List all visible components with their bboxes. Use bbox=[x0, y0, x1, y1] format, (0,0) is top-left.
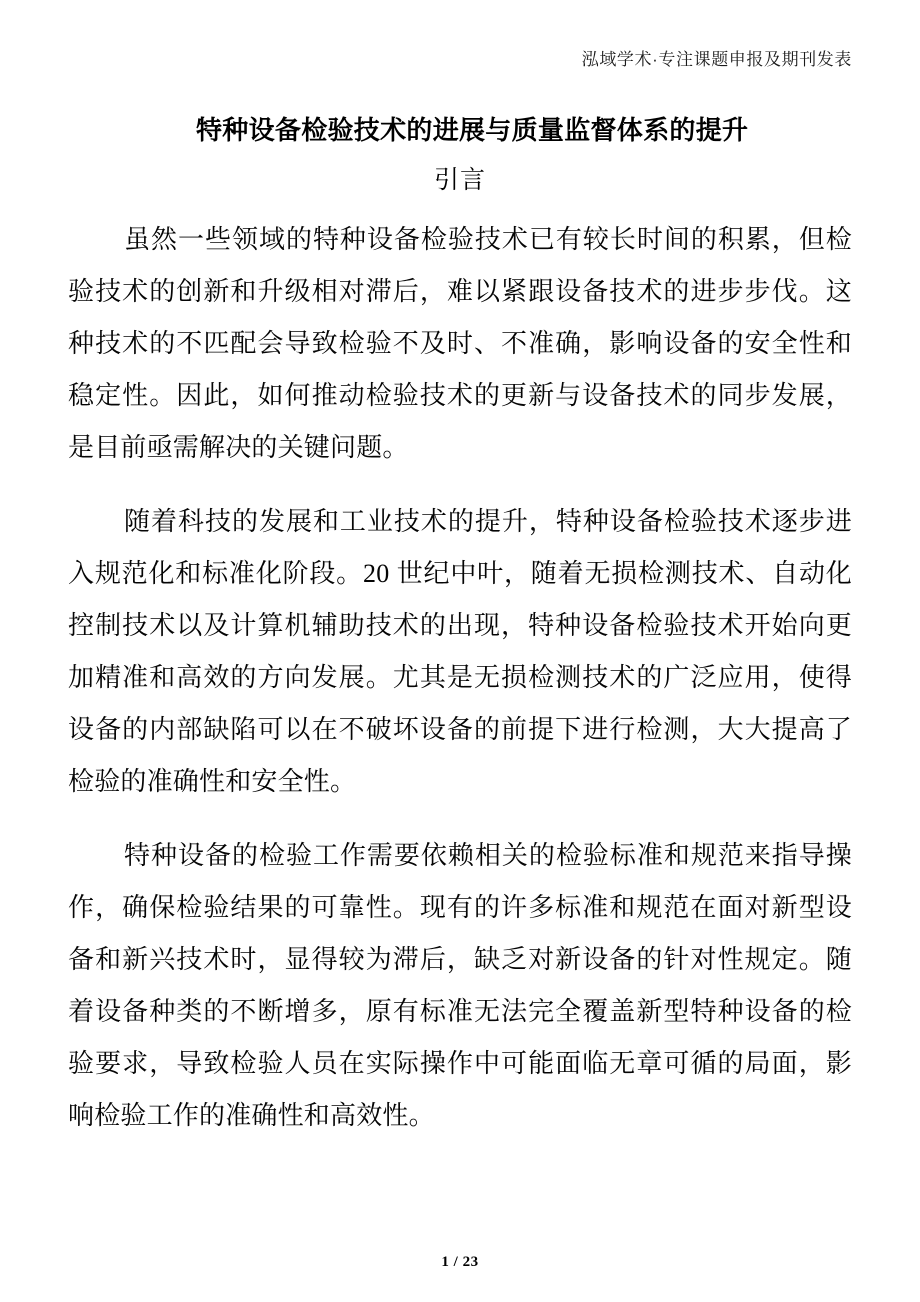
document-content bbox=[68, 108, 852, 1142]
body-paragraph-2: 随着科技的发展和工业技术的提升，特种设备检验技术逐步进入规范化和标准化阶段。20 世纪中叶，随着无损检测技术、自动化控制技术以及计算机辅助技术的出现，特种设备检验技术开始向更加精准和高效的方向发展。尤其是无损检测技术的广泛应用，使得设备的内部缺陷可以在不破坏设备的前提下进行检测，大大提高了检验的准确性和安全性。 bbox=[68, 507, 852, 796]
page-title: 特种设备检验技术的进展与质量监督体系的提升 bbox=[196, 115, 749, 145]
running-header: 泓域学术·专注课题申报及期刊发表 bbox=[581, 50, 852, 69]
body-paragraph-3: 特种设备的检验工作需要依赖相关的检验标准和规范来指导操作，确保检验结果的可靠性。现有的许多标准和规范在面对新型设备和新兴技术时，显得较为滞后，缺乏对新设备的针对性规定。随着设备种类的不断增多，原有标准无法完全覆盖新型特种设备的检验要求，导致检验人员在实际操作中可能面临无章可循的局面，影响检验工作的准确性和高效性。 bbox=[68, 841, 852, 1130]
page-number-footer: 1 / 23 bbox=[441, 1254, 479, 1270]
section-heading-introduction: 引言 bbox=[433, 166, 486, 194]
body-paragraph-1: 虽然一些领域的特种设备检验技术已有较长时间的积累，但检验技术的创新和升级相对滞后，难以紧跟设备技术的进步步伐。这种技术的不匹配会导致检验不及时、不准确，影响设备的安全性和稳定性。因此，如何推动检验技术的更新与设备技术的同步发展，是目前亟需解决的关键问题。 bbox=[68, 225, 852, 462]
